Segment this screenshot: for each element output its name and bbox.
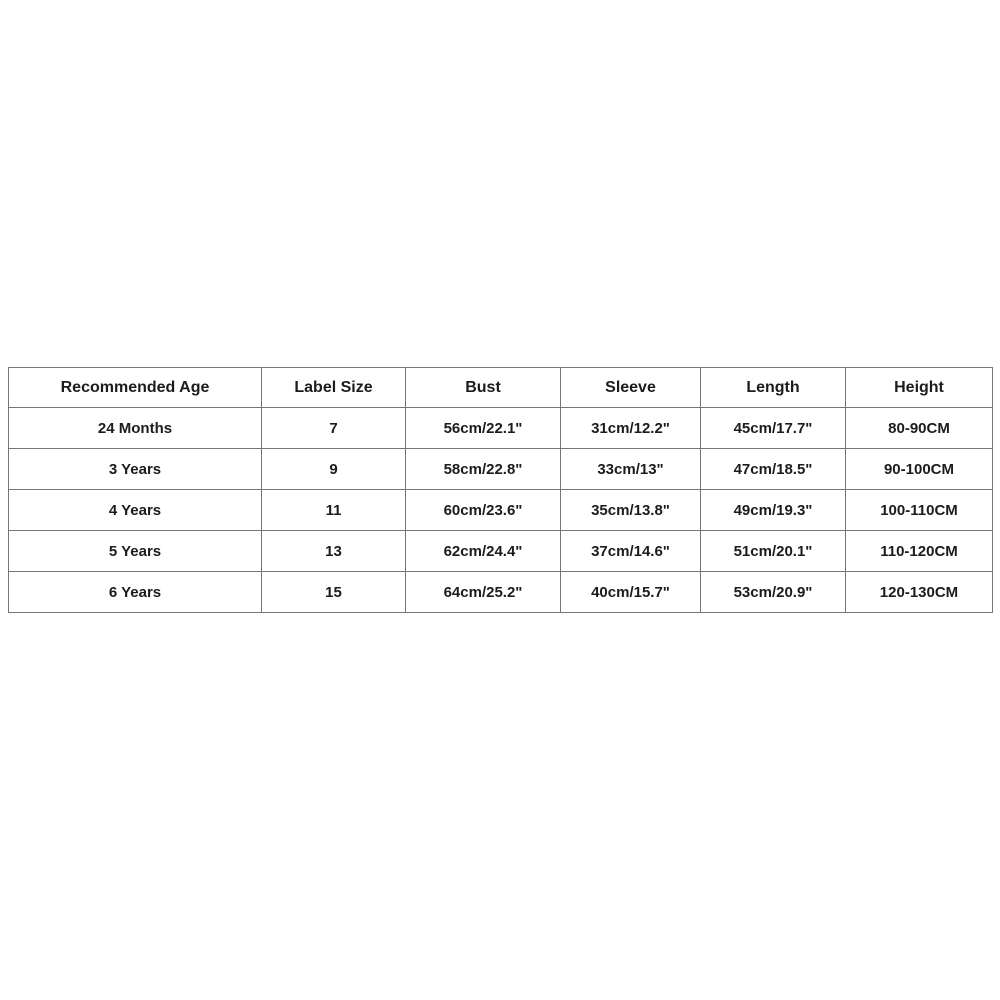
table-cell-length: 51cm/20.1" [701,531,846,572]
table-cell-bust: 56cm/22.1" [406,408,561,449]
table-row [9,572,993,613]
table-cell-age: 3 Years [9,449,262,490]
table-cell-length: 47cm/18.5" [701,449,846,490]
table-cell-height: 100-110CM [846,490,993,531]
size-chart-header-row [9,368,993,408]
column-header-sleeve: Sleeve [561,368,701,408]
table-cell-height: 120-130CM [846,572,993,613]
table-row [9,531,993,572]
table-header-row [9,368,993,408]
table-cell-height: 80-90CM [846,408,993,449]
table-cell-sleeve: 37cm/14.6" [561,531,701,572]
table-cell-length: 45cm/17.7" [701,408,846,449]
table-cell-sleeve: 33cm/13" [561,449,701,490]
table-cell-length: 49cm/19.3" [701,490,846,531]
table-cell-age: 4 Years [9,490,262,531]
table-cell-age: 6 Years [9,572,262,613]
table-cell-bust: 60cm/23.6" [406,490,561,531]
table-cell-height: 110-120CM [846,531,993,572]
column-header-height: Height [846,368,993,408]
table-cell-height: 90-100CM [846,449,993,490]
table-cell-bust: 62cm/24.4" [406,531,561,572]
column-header-recommended-age: Recommended Age [9,368,262,408]
table-cell-age: 24 Months [9,408,262,449]
table-cell-bust: 58cm/22.8" [406,449,561,490]
column-header-length: Length [701,368,846,408]
column-header-label-size: Label Size [262,368,406,408]
column-header-bust: Bust [406,368,561,408]
table-row [9,490,993,531]
table-row [9,449,993,490]
table-cell-size: 7 [262,408,406,449]
table-cell-age: 5 Years [9,531,262,572]
table-cell-size: 15 [262,572,406,613]
table-row [9,408,993,449]
table-cell-size: 9 [262,449,406,490]
size-chart-body [9,408,993,613]
table-cell-sleeve: 35cm/13.8" [561,490,701,531]
table-cell-size: 13 [262,531,406,572]
size-chart-table [8,367,993,613]
table-cell-size: 11 [262,490,406,531]
table-cell-sleeve: 40cm/15.7" [561,572,701,613]
table-cell-bust: 64cm/25.2" [406,572,561,613]
table-cell-sleeve: 31cm/12.2" [561,408,701,449]
table-cell-length: 53cm/20.9" [701,572,846,613]
